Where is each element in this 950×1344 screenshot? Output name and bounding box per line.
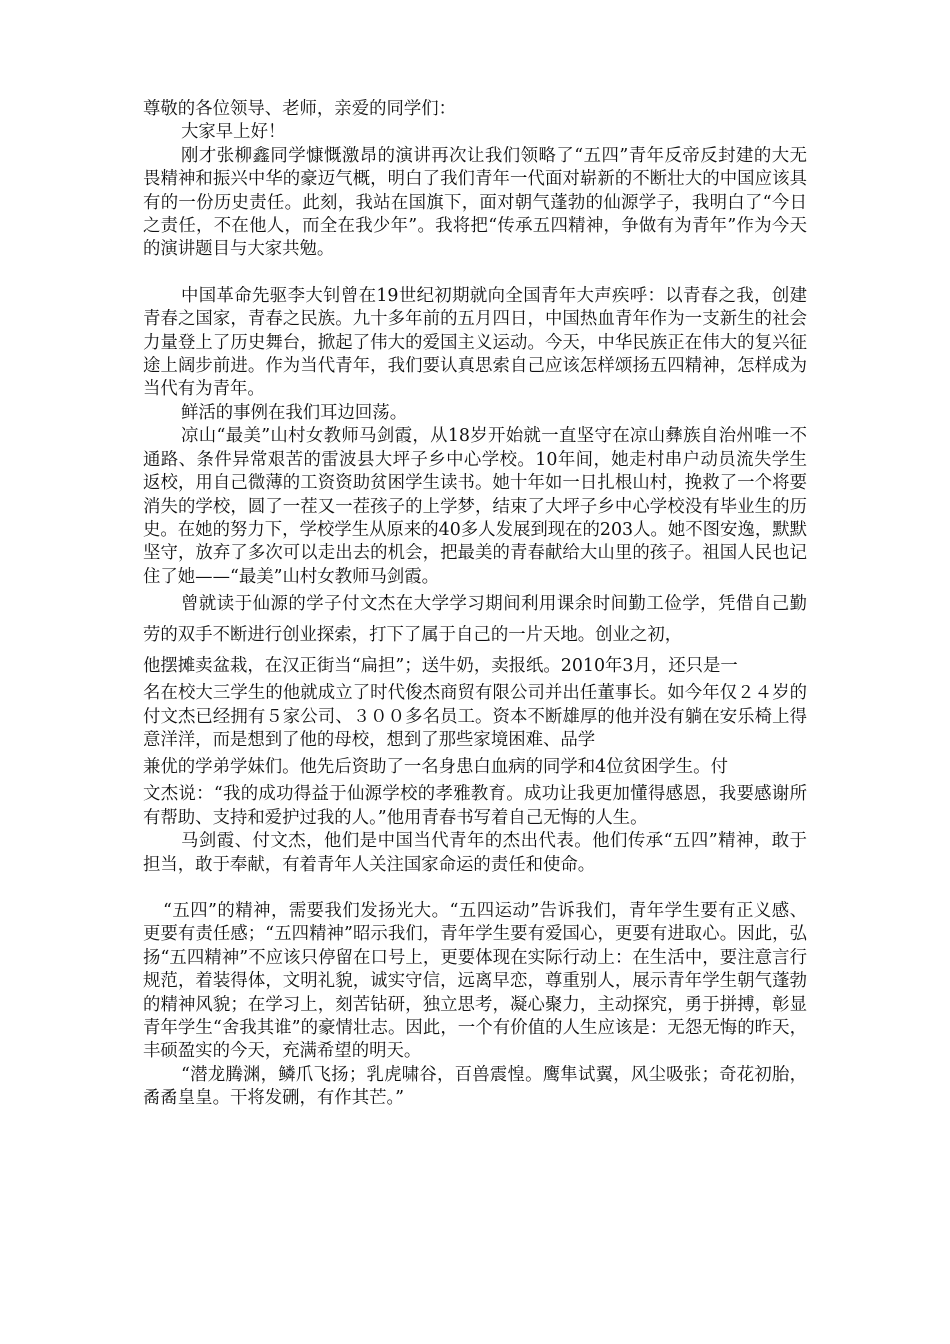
paragraph-li-dazhao: 中国革命先驱李大钊曾在19世纪初期就向全国青年大声疾呼：以青春之我，创建青春之国家，青春之民族。九十多年前的五月四日，中国热血青年作为一支新生的社会力量登上了历史舞台，掀起了伟大的爱国主义运动。今天，中华民族正在伟大的复兴征途上阔步前进。作为当代青年，我们要认真思索自己应该怎样颂扬五四精神，怎样成为当代有为青年。 <box>143 285 807 400</box>
paragraph-fu-wenjie-1: 曾就读于仙源的学子付文杰在大学学习期间利用课余时间勤工俭学，凭借自己勤劳的双手不断进行创业探索，打下了属于自己的一片天地。创业之初， <box>143 594 807 646</box>
paragraph-intro: 刚才张柳鑫同学慷慨激昂的演讲再次让我们领略了“五四”青年反帝反封建的大无畏精神和振兴中华的豪迈气概，明白了我们青年一代面对崭新的不断壮大的中国应该具有的一份历史责任。此刻，我站在国旗下，面对朝气蓬勃的仙源学子，我明白了“今日之责任，不在他人，而全在我少年”。我将把“传承五四精神，争做有为青年”作为今天的演讲题目与大家共勉。 <box>143 145 807 260</box>
paragraph-representatives: 马剑霞、付文杰，他们是中国当代青年的杰出代表。他们传承“五四”精神，敢于担当，敢于奉献，有着青年人关注国家命运的责任和使命。 <box>143 831 807 875</box>
paragraph-examples-lead: 鲜活的事例在我们耳边回荡。 <box>181 402 408 423</box>
paragraph-fu-wenjie-4: 兼优的学弟学妹们。他先后资助了一名身患白血病的同学和4位贫困学生。付 <box>143 757 728 778</box>
paragraph-fu-wenjie-3: 名在校大三学生的他就成立了时代俊杰商贸有限公司并出任董事长。如今年仅２４岁的付文杰已经拥有５家公司、３００多名员工。资本不断雄厚的他并没有躺在安乐椅上得意洋洋，而是想到了他的母校，想到了那些家境困难、品学 <box>143 683 807 750</box>
paragraph-closing-quote: “潜龙腾渊，鳞爪飞扬；乳虎啸谷，百兽震惶。鹰隼试翼，风尘吸张；奇花初胎，矞矞皇皇。干将发硎，有作其芒。” <box>143 1064 807 1109</box>
paragraph-ma-jianxia: 凉山“最美”山村女教师马剑霞，从18岁开始就一直坚守在凉山彝族自治州唯一不通路、条件异常艰苦的雷波县大坪子乡中心学校。10年间，她走村串户动员流失学生返校，用自己微薄的工资资助贫困学生读书。她十年如一日扎根山村，挽救了一个将要消失的学校，圆了一茬又一茬孩子的上学梦，结束了大坪子乡中心学校没有毕业生的历史。在她的努力下，学校学生从原来的40多人发展到现在的203人。她不图安逸，默默坚守，放弃了多次可以走出去的机会，把最美的青春献给大山里的孩子。祖国人民也记住了她——“最美”山村女教师马剑霞。 <box>143 426 807 587</box>
paragraph-fu-wenjie-2: 他摆摊卖盆栽，在汉正街当“扁担”；送牛奶，卖报纸。2010年3月，还只是一 <box>143 656 738 677</box>
speech-text <box>143 98 807 1111</box>
greeting: 大家早上好！ <box>181 122 286 143</box>
paragraph-fu-wenjie-5: 文杰说：“我的成功得益于仙源学校的孝雅教育。成功让我更加懂得感恩，我要感谢所有帮助、支持和爱护过我的人。”他用青春书写着自己无悔的人生。 <box>143 784 807 828</box>
salutation: 尊敬的各位领导、老师，亲爱的同学们： <box>143 99 457 119</box>
paragraph-may-fourth-spirit: “五四”的精神，需要我们发扬光大。“五四运动”告诉我们，青年学生要有正义感、更要有责任感；“五四精神”昭示我们，青年学生要有爱国心，更要有进取心。因此，弘扬“五四精神”不应该只停留在口号上，更要体现在实际行动上：在生活中，要注意言行规范，着装得体，文明礼貌，诚实守信，远离早恋，尊重别人，展示青年学生朝气蓬勃的精神风貌；在学习上，刻苦钻研，独立思考，凝心聚力，主动探究，勇于拼搏，彰显青年学生“舍我其谁”的豪情壮志。因此，一个有价值的人生应该是：无怨无悔的昨天，丰硕盈实的今天，充满希望的明天。 <box>143 900 807 1062</box>
